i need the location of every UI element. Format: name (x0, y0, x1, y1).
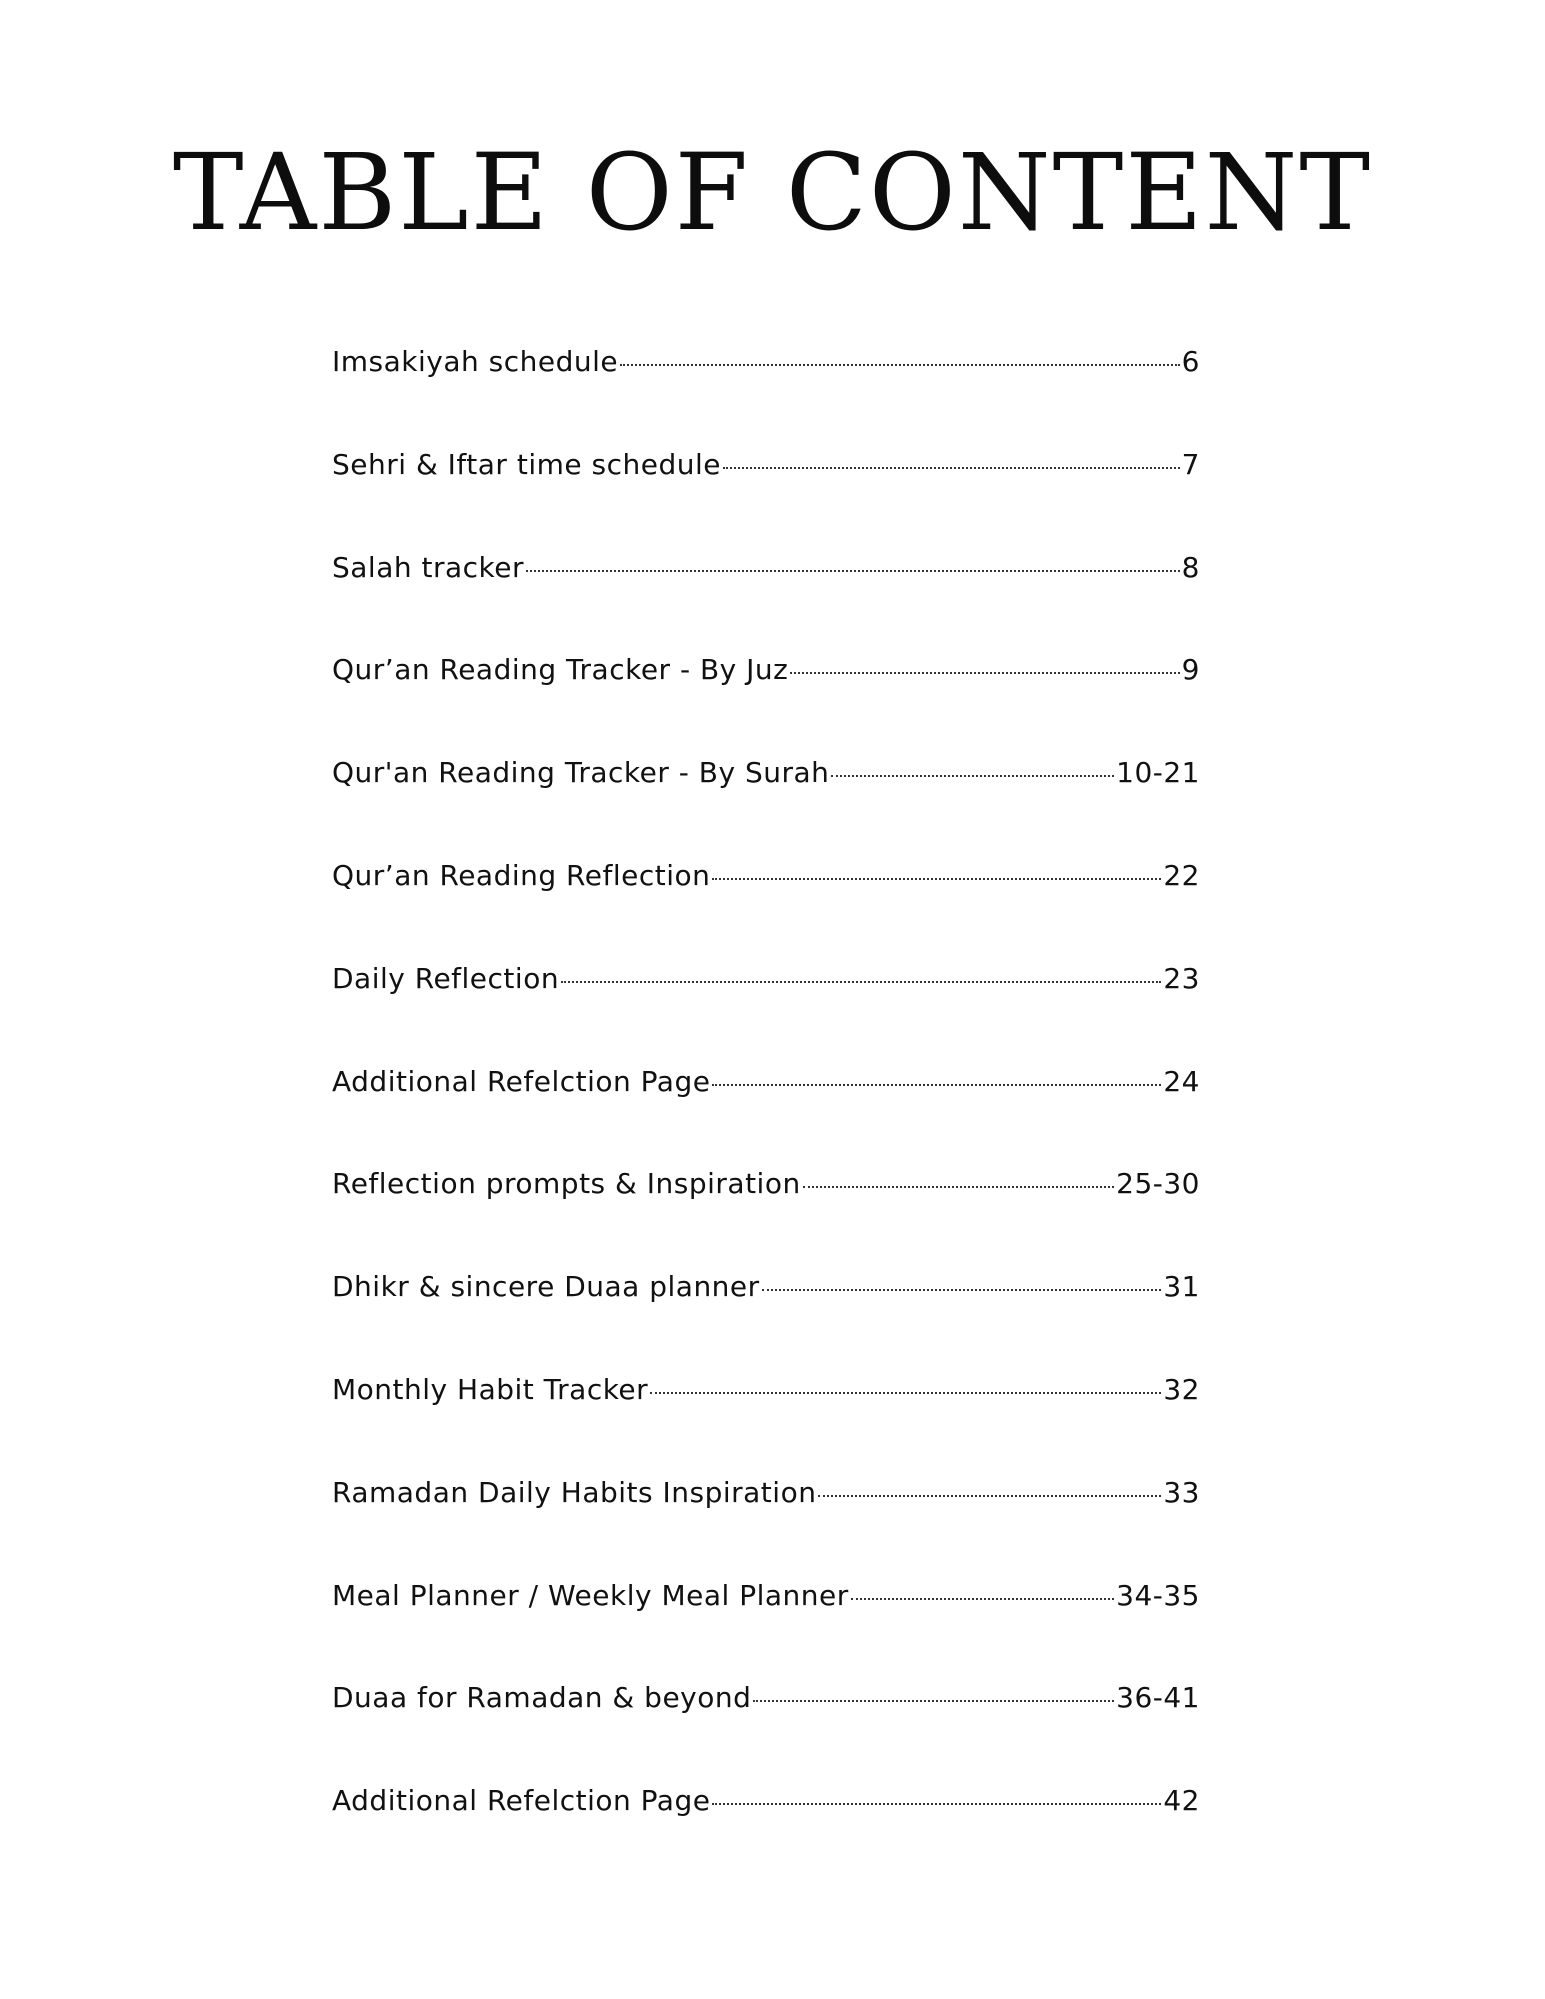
dotted-leader (723, 467, 1180, 469)
dotted-leader (712, 1084, 1161, 1086)
toc-entry-page: 42 (1163, 1784, 1200, 1818)
toc-entry-page: 25-30 (1116, 1167, 1200, 1201)
toc-entry-label: Qur’an Reading Reflection (332, 858, 711, 892)
toc-entry (332, 448, 1200, 551)
dotted-leader (712, 878, 1161, 880)
dotted-leader (753, 1700, 1114, 1702)
toc-entry (332, 551, 1200, 654)
dotted-leader (790, 672, 1179, 674)
toc-entry-page: 6 (1181, 345, 1200, 378)
toc-entry (332, 859, 1200, 962)
toc-entry-page: 7 (1181, 447, 1200, 481)
toc-entry-label: Daily Reflection (332, 961, 560, 995)
dotted-leader (818, 1495, 1161, 1497)
dotted-leader (762, 1289, 1162, 1291)
dotted-leader (526, 570, 1180, 572)
toc-entry (332, 756, 1200, 859)
toc-entry-page: 36-41 (1116, 1681, 1200, 1715)
dotted-leader (831, 775, 1114, 777)
toc-entry (332, 653, 1200, 756)
toc-entry-label: Meal Planner / Weekly Meal Planner (332, 1578, 849, 1612)
toc-entry (332, 1579, 1200, 1682)
dotted-leader (803, 1186, 1114, 1188)
toc-entry-label: Monthly Habit Tracker (332, 1372, 649, 1406)
page-title: TABLE OF CONTENT (172, 131, 1373, 254)
toc-entry (332, 1167, 1200, 1270)
toc-entry-label: Ramadan Daily Habits Inspiration (332, 1475, 817, 1509)
toc-entry-label: Dhikr & sincere Duaa planner (332, 1270, 760, 1304)
toc-entry-page: 9 (1181, 653, 1200, 687)
toc-entry-page: 34-35 (1116, 1578, 1200, 1612)
toc-entry (332, 962, 1200, 1065)
toc-entry (332, 1784, 1200, 1887)
toc-entry (332, 1476, 1200, 1579)
toc-entry-label: Sehri & Iftar time schedule (332, 447, 721, 481)
toc-entry-page: 33 (1163, 1475, 1200, 1509)
toc-entry-label: Salah tracker (332, 550, 525, 584)
dotted-leader (620, 364, 1180, 366)
toc-entry (332, 345, 1200, 448)
toc-entry (332, 1065, 1200, 1168)
dotted-leader (650, 1392, 1161, 1394)
toc-entry-page: 24 (1163, 1064, 1200, 1098)
toc-entry (332, 1373, 1200, 1476)
toc-entry-page: 8 (1181, 550, 1200, 584)
toc-entry-page: 22 (1163, 858, 1200, 892)
dotted-leader (561, 981, 1161, 983)
toc-entry-label: Additional Refelction Page (332, 1064, 711, 1098)
toc-entry-page: 10-21 (1116, 756, 1200, 790)
toc-entry (332, 1270, 1200, 1373)
dotted-leader (851, 1598, 1114, 1600)
toc-entry-label: Qur'an Reading Tracker - By Surah (332, 756, 830, 790)
toc-entry-label: Imsakiyah schedule (332, 345, 619, 378)
toc-entry-label: Additional Refelction Page (332, 1784, 711, 1818)
toc-entry-page: 32 (1163, 1372, 1200, 1406)
table-of-contents (332, 345, 1200, 1887)
toc-entry-page: 23 (1163, 961, 1200, 995)
toc-entry-label: Qur’an Reading Tracker - By Juz (332, 653, 789, 687)
toc-entry-label: Duaa for Ramadan & beyond (332, 1681, 752, 1715)
dotted-leader (712, 1803, 1161, 1805)
toc-entry-label: Reflection prompts & Inspiration (332, 1167, 801, 1201)
toc-entry (332, 1681, 1200, 1784)
toc-entry-page: 31 (1163, 1270, 1200, 1304)
